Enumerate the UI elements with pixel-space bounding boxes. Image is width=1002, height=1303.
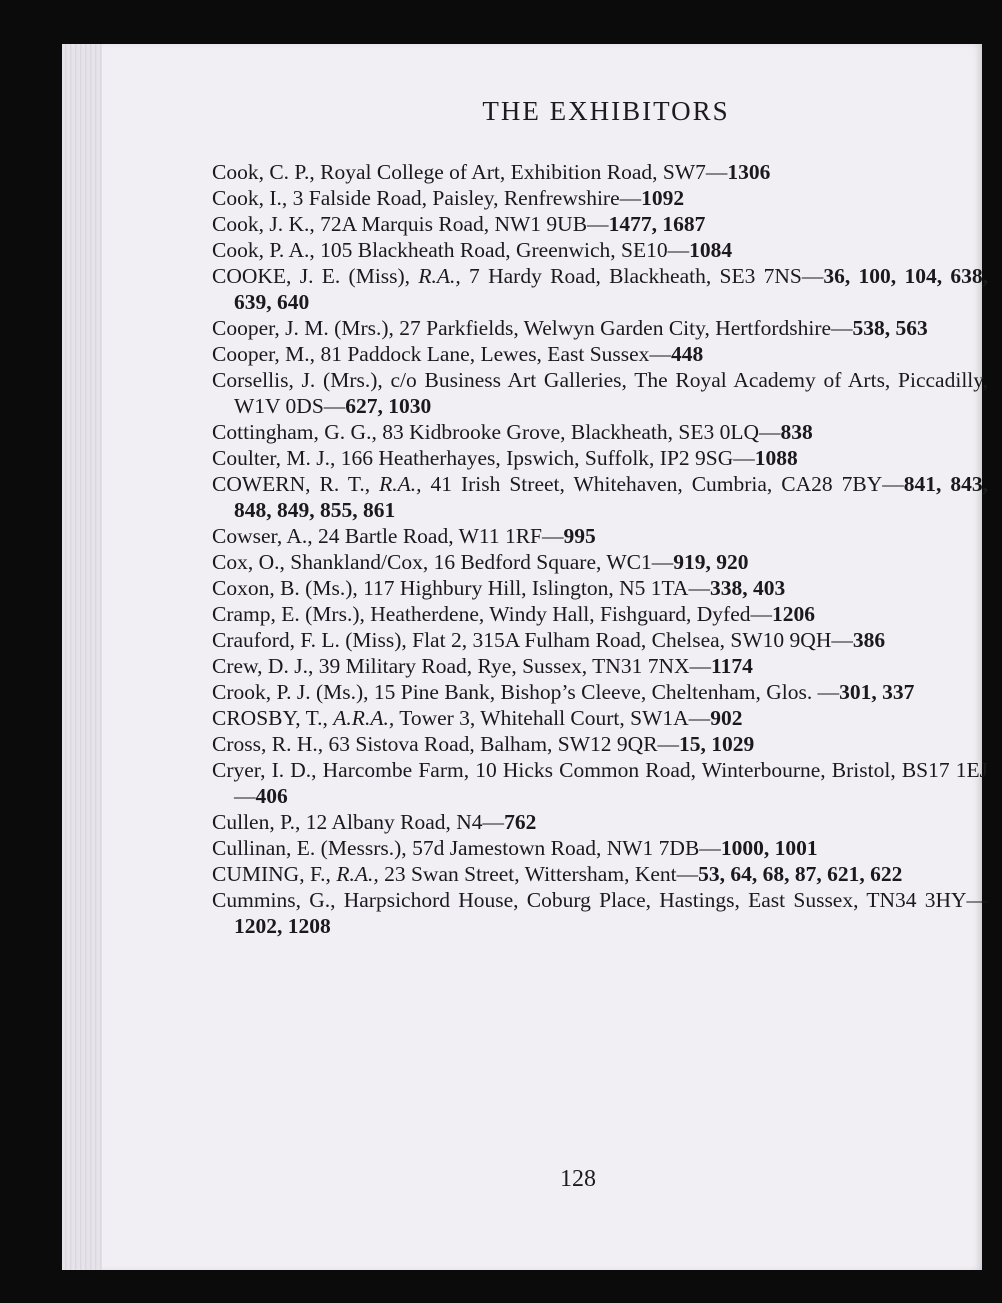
exhibit-numbers: 406: [255, 784, 288, 808]
exhibit-numbers: 301, 337: [839, 680, 915, 704]
exhibitor-name: COWERN, R. T.,: [212, 472, 380, 496]
exhibitor-name: Cottingham, G. G.,: [212, 420, 377, 444]
exhibitor-name: Crauford, F. L. (Miss),: [212, 628, 407, 652]
exhibitor-address: 23 Swan Street, Wittersham, Kent—: [378, 862, 699, 886]
exhibitor-address: Flat 2, 315A Fulham Road, Chelsea, SW10 9QH—: [406, 628, 853, 652]
exhibitor-name: Cook, J. K.,: [212, 212, 315, 236]
page-number: 128: [560, 1166, 596, 1192]
exhibit-numbers: 1202, 1208: [234, 914, 331, 938]
exhibitor-entry: [212, 367, 988, 419]
exhibitor-entry: [212, 861, 988, 887]
exhibitor-name: Cullen, P.,: [212, 810, 301, 834]
exhibitor-address: 3 Falside Road, Paisley, Renfrewshire—: [287, 186, 642, 210]
exhibitor-name: Cowser, A.,: [212, 524, 313, 548]
exhibit-numbers: 1206: [772, 602, 816, 626]
exhibitor-address: Heatherdene, Windy Hall, Fishguard, Dyfed—: [364, 602, 773, 626]
exhibitor-entry: [212, 835, 988, 861]
exhibitor-name: COOKE, J. E. (Miss),: [212, 264, 419, 288]
exhibitor-name: Corsellis, J. (Mrs.),: [212, 368, 383, 392]
exhibitor-entry: [212, 263, 988, 315]
exhibitor-honor: R.A.,: [379, 472, 422, 496]
exhibitor-entry: [212, 419, 988, 445]
exhibitor-entry: [212, 887, 988, 939]
exhibit-numbers: 841, 843, 848, 849, 855, 861: [234, 472, 988, 522]
exhibitor-list: [212, 159, 988, 939]
exhibitor-address: 12 Albany Road, N4—: [300, 810, 505, 834]
exhibitor-entry: [212, 809, 988, 835]
exhibit-numbers: 1000, 1001: [720, 836, 818, 860]
exhibitor-address: Harcombe Farm, 10 Hicks Common Road, Winterbourne, Bristol, BS17 1EJ—: [234, 758, 988, 808]
exhibitor-name: Cox, O.,: [212, 550, 285, 574]
exhibit-numbers: 15, 1029: [679, 732, 755, 756]
exhibitor-honor: A.R.A.,: [333, 706, 395, 730]
exhibitor-address: 166 Heatherhayes, Ipswich, Suffolk, IP2 9SG—: [335, 446, 755, 470]
exhibitor-entry: [212, 549, 988, 575]
exhibitor-entry: [212, 731, 988, 757]
exhibitor-entry: [212, 757, 988, 809]
exhibitor-honor: R.A.,: [336, 862, 379, 886]
exhibitor-name: Crew, D. J.,: [212, 654, 314, 678]
exhibitor-address: 57d Jamestown Road, NW1 7DB—: [406, 836, 721, 860]
exhibitor-name: Cummins, G.,: [212, 888, 336, 912]
exhibitor-address: 72A Marquis Road, NW1 9UB—: [314, 212, 609, 236]
exhibitor-entry: [212, 211, 988, 237]
exhibitor-name: Cooper, J. M. (Mrs.),: [212, 316, 394, 340]
exhibitor-address: 63 Sistova Road, Balham, SW12 9QR—: [323, 732, 680, 756]
exhibitor-address: 117 Highbury Hill, Islington, N5 1TA—: [357, 576, 710, 600]
exhibitor-entry: [212, 159, 988, 185]
exhibit-numbers: 1477, 1687: [608, 212, 706, 236]
exhibitor-name: Crook, P. J. (Ms.),: [212, 680, 369, 704]
exhibit-numbers: 1092: [641, 186, 685, 210]
exhibit-numbers: 338, 403: [709, 576, 786, 600]
exhibitor-entry: [212, 237, 988, 263]
exhibit-numbers: 762: [504, 810, 537, 834]
exhibitor-name: Cryer, I. D.,: [212, 758, 317, 782]
exhibit-numbers: 1088: [754, 446, 798, 470]
page-title: THE EXHIBITORS: [482, 96, 730, 126]
exhibitor-address: Harpsichord House, Coburg Place, Hastings, East Sussex, TN34 3HY—: [335, 888, 989, 912]
exhibitor-address: 15 Pine Bank, Bishop’s Cleeve, Cheltenham, Glos. —: [368, 680, 840, 704]
exhibitor-entry: [212, 653, 988, 679]
exhibitor-entry: [212, 445, 988, 471]
exhibitor-entry: [212, 627, 988, 653]
exhibitor-name: Cook, P. A.,: [212, 238, 315, 262]
exhibitor-entry: [212, 471, 988, 523]
exhibitor-address: 7 Hardy Road, Blackheath, SE3 7NS—: [460, 264, 824, 288]
exhibitor-address: 83 Kidbrooke Grove, Blackheath, SE3 0LQ—: [376, 420, 781, 444]
exhibitor-entry: [212, 601, 988, 627]
exhibitor-address: Tower 3, Whitehall Court, SW1A—: [394, 706, 711, 730]
exhibitor-entry: [212, 341, 988, 367]
exhibitor-entry: [212, 523, 988, 549]
exhibit-numbers: 36, 100, 104, 638, 639, 640: [234, 264, 989, 314]
exhibitor-address: 27 Parkfields, Welwyn Garden City, Hertfordshire—: [393, 316, 853, 340]
exhibitor-name: Cullinan, E. (Messrs.),: [212, 836, 407, 860]
exhibitor-name: Coxon, B. (Ms.),: [212, 576, 358, 600]
exhibit-numbers: 838: [780, 420, 813, 444]
exhibitor-address: 81 Paddock Lane, Lewes, East Sussex—: [315, 342, 671, 366]
exhibit-numbers: 538, 563: [852, 316, 928, 340]
exhibit-numbers: 919, 920: [673, 550, 749, 574]
exhibitor-entry: [212, 575, 988, 601]
exhibit-numbers: 386: [852, 628, 886, 652]
exhibit-numbers: 627, 1030: [345, 394, 432, 418]
exhibitor-address: Royal College of Art, Exhibition Road, SW7—: [314, 160, 728, 184]
exhibit-numbers: 995: [563, 524, 596, 548]
exhibitor-name: Cooper, M.,: [212, 342, 316, 366]
exhibitor-name: Cook, C. P.,: [212, 160, 315, 184]
exhibit-numbers: 902: [710, 706, 743, 730]
exhibitor-honor: R.A.,: [418, 264, 461, 288]
exhibitor-entry: [212, 315, 988, 341]
exhibit-numbers: 1084: [689, 238, 733, 262]
exhibitor-name: Cross, R. H.,: [212, 732, 324, 756]
exhibitor-name: Cramp, E. (Mrs.),: [212, 602, 365, 626]
exhibit-numbers: 1306: [727, 160, 771, 184]
exhibitor-name: Cook, I.,: [212, 186, 288, 210]
exhibitor-name: CUMING, F.,: [212, 862, 337, 886]
exhibitor-entry: [212, 705, 988, 731]
exhibit-numbers: 1174: [711, 654, 753, 678]
page-edges: [62, 44, 102, 1270]
exhibit-numbers: 53, 64, 68, 87, 621, 622: [698, 862, 903, 886]
exhibitor-address: 39 Military Road, Rye, Sussex, TN31 7NX—: [313, 654, 712, 678]
exhibitor-address: 105 Blackheath Road, Greenwich, SE10—: [314, 238, 690, 262]
page-header: [0, 96, 1002, 127]
exhibitor-name: Coulter, M. J.,: [212, 446, 336, 470]
exhibitor-address: c/o Business Art Galleries, The Royal Academy of Arts, Piccadilly, W1V 0DS—: [234, 368, 989, 418]
exhibitor-address: 24 Bartle Road, W11 1RF—: [312, 524, 564, 548]
exhibitor-address: Shankland/Cox, 16 Bedford Square, WC1—: [284, 550, 674, 574]
exhibitor-entry: [212, 185, 988, 211]
exhibitor-name: CROSBY, T.,: [212, 706, 334, 730]
exhibitor-entry: [212, 679, 988, 705]
exhibitor-address: 41 Irish Street, Whitehaven, Cumbria, CA28 7BY—: [421, 472, 904, 496]
exhibit-numbers: 448: [670, 342, 704, 366]
